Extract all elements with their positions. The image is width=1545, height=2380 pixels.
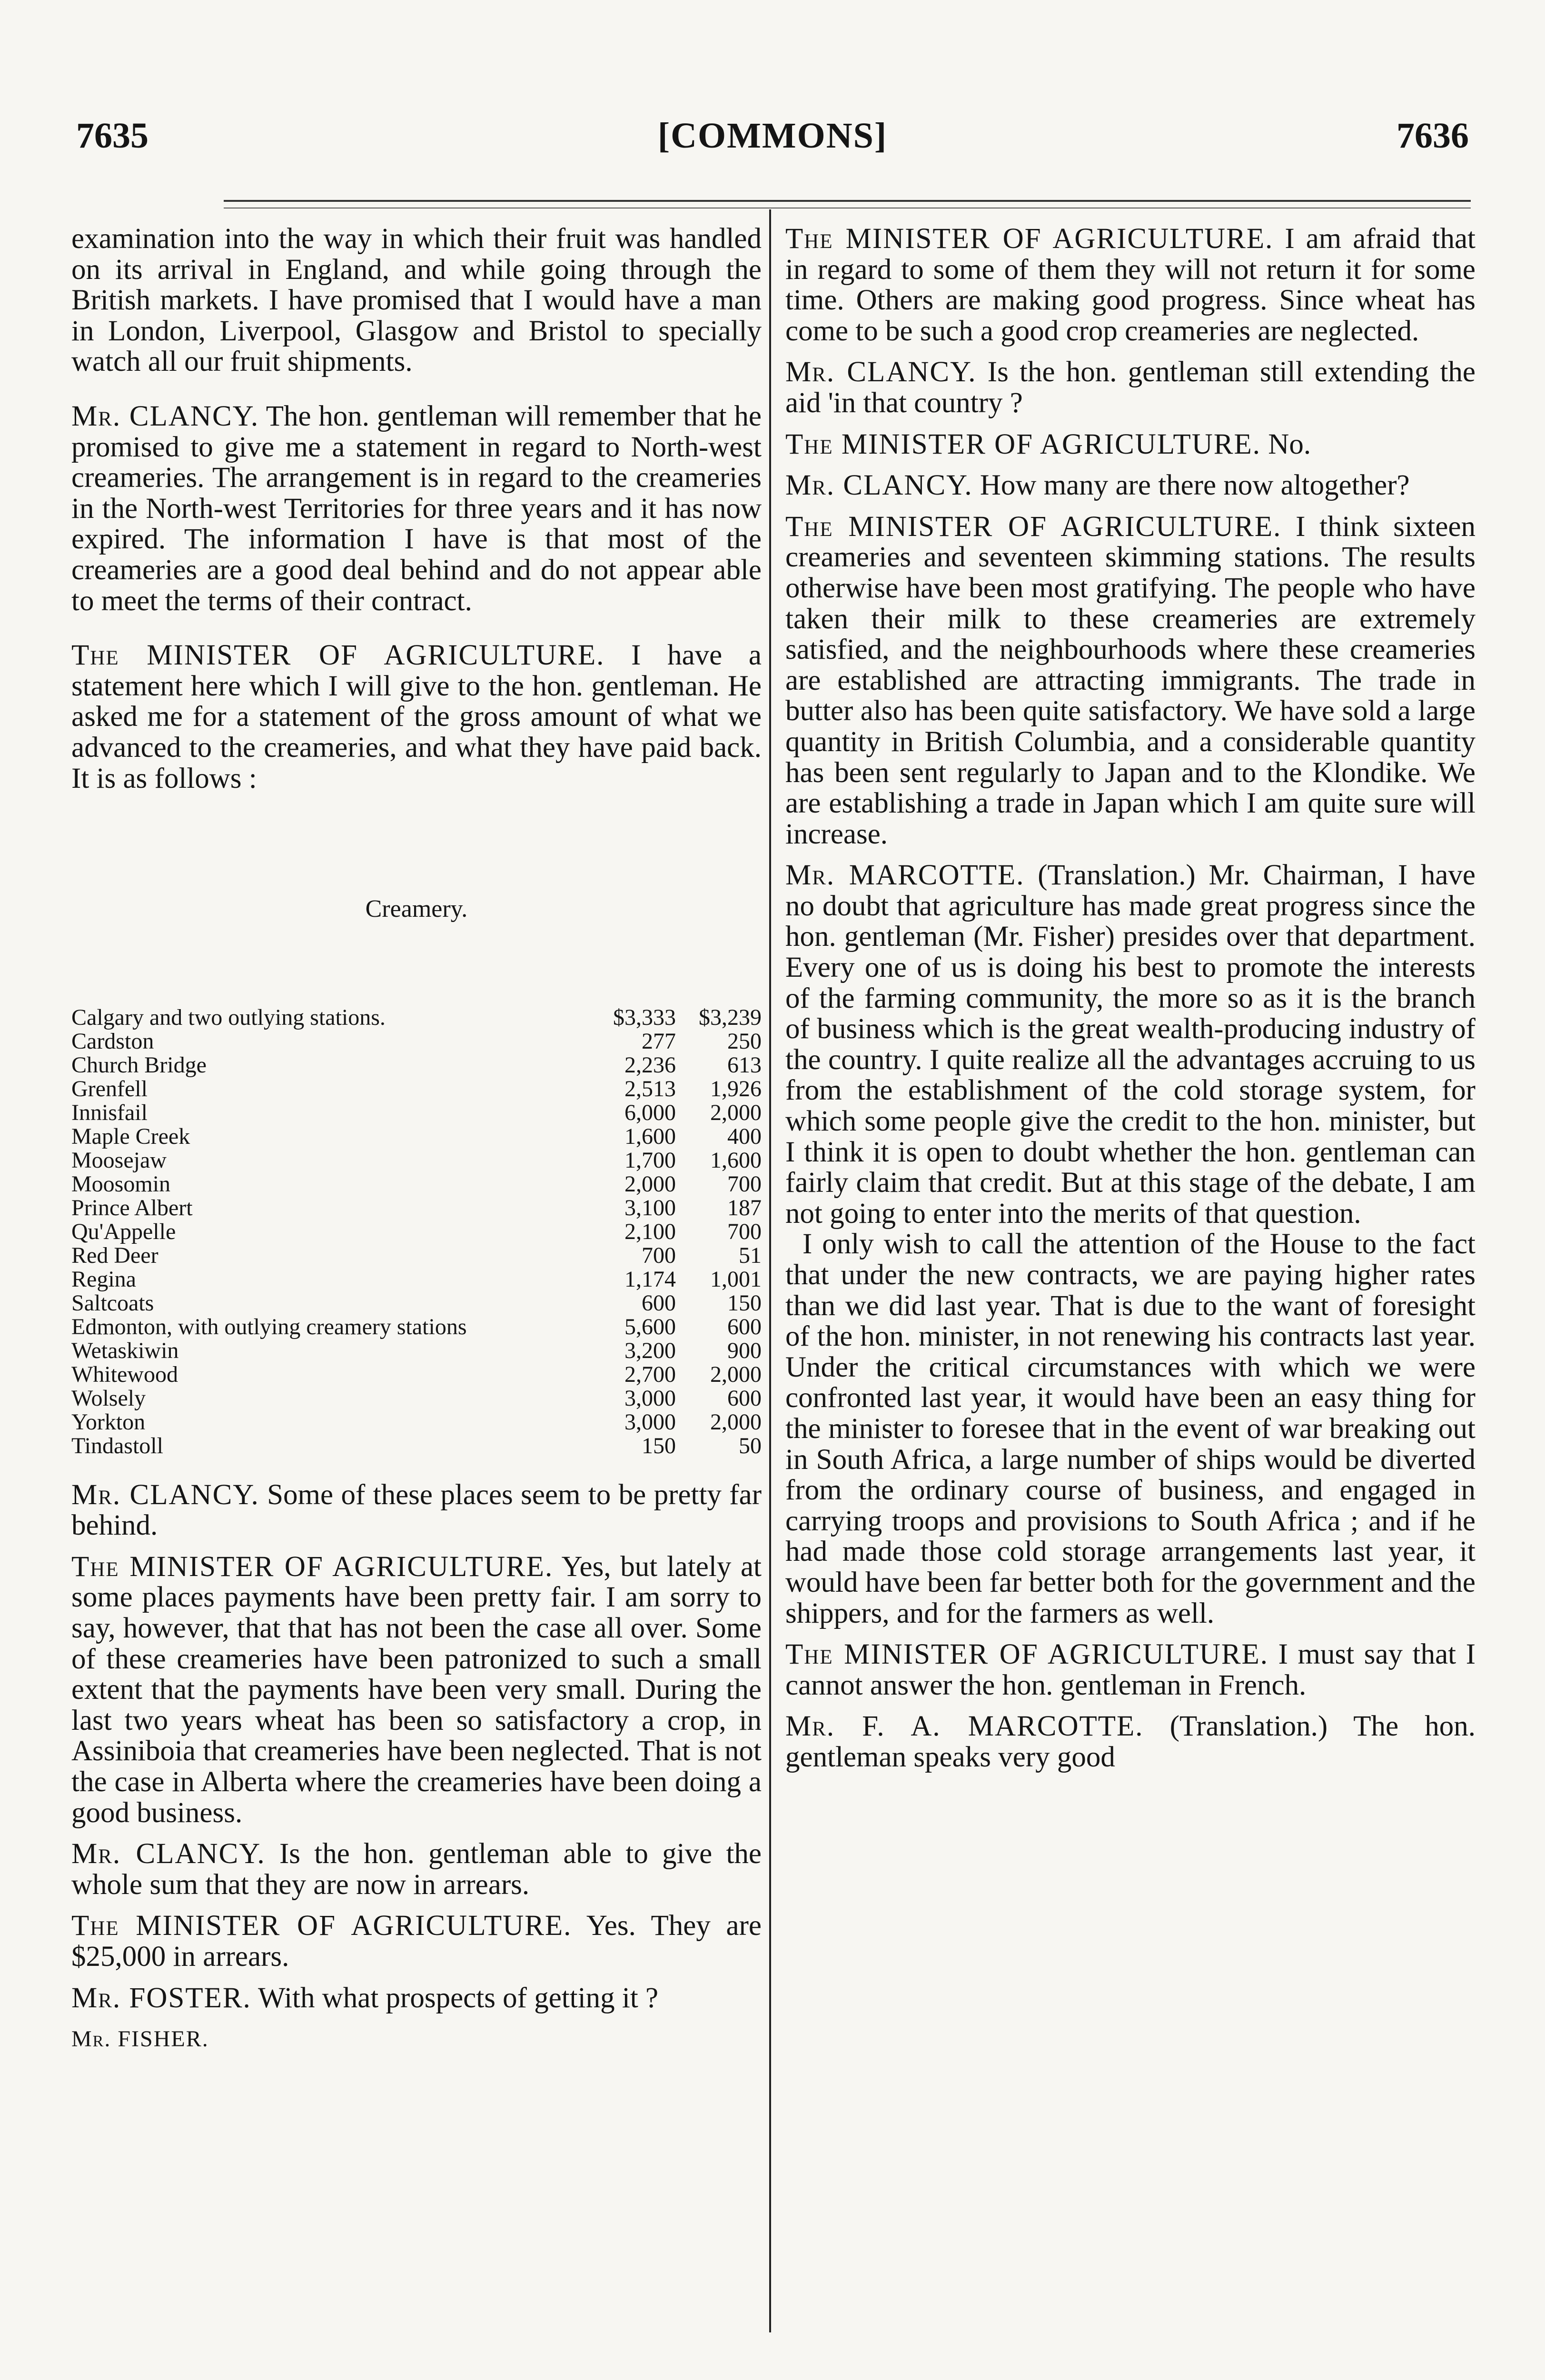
amount-paid-back: 51 <box>739 1242 762 1268</box>
creamery-name: Edmonton, with outlying creamery stations <box>71 1314 467 1339</box>
speaker-name: Mr. CLANCY. <box>71 400 259 432</box>
amount-advanced: 3,200 <box>624 1338 676 1363</box>
amount-paid-back: 1,001 <box>710 1266 762 1292</box>
page-number-left: 7635 <box>76 116 149 156</box>
paragraph: Mr. MARCOTTE. (Translation.) Mr. Chairman, I have no doubt that agriculture has made great progress since the hon. gentleman (Mr. Fisher) presides over that department. Every one of us is doing his best to promote the interests of the farming community, the more so as it is the branch of business which is the great wealth-producing industry of the country. I quite realize all the advantages accruing to us from the establishment of the cold storage system, for which some people give the credit to the hon. minister, but I think it is open to doubt whether the hon. gentleman can fairly claim that credit. But at this stage of the debate, I am not going to enter into the merits of that question. <box>785 859 1476 1230</box>
creamery-name: Innisfail <box>71 1100 148 1125</box>
creamery-name: Saltcoats <box>71 1290 154 1316</box>
creamery-name: Moosejaw <box>71 1147 167 1173</box>
amount-advanced: 5,600 <box>624 1314 676 1339</box>
paragraph: The MINISTER OF AGRICULTURE. No. <box>785 428 1311 460</box>
paragraph: examination into the way in which their fruit was handled on its arrival in England, and while going through the British markets. I have promised that I would have a man in London, Liverpool, Glasgow and Bristol to specially watch all our fruit shipments. <box>71 223 762 378</box>
creamery-name: Grenfell <box>71 1076 148 1101</box>
paragraph: The MINISTER OF AGRICULTURE. I think sixteen creameries and seventeen skimming stations. The results otherwise have been most gratifying. The people who have taken their milk to these creameries are extremely satisfied, and the neighbourhoods where these creameries are established are attracting immigrants. The trade in butter also has been quite satisfactory. We have sold a large quantity in British Columbia, and a considerable quantity has been sent regularly to Japan and to the Klondike. We are establishing a trade in Japan which I am quite sure will increase. <box>785 510 1476 850</box>
amount-advanced: 277 <box>642 1028 676 1054</box>
table-row <box>71 1434 762 1458</box>
page-number-right: 7636 <box>1396 116 1469 156</box>
table-row <box>71 1410 762 1434</box>
speaker-name: The MINISTER OF AGRICULTURE. <box>71 1910 572 1942</box>
amount-paid-back: 2,000 <box>710 1361 762 1387</box>
page-title: [COMMONS] <box>657 116 888 156</box>
amount-paid-back: 1,600 <box>710 1147 762 1173</box>
amount-advanced: 1,600 <box>624 1123 676 1149</box>
table-row <box>71 1339 762 1363</box>
speaker-name: Mr. CLANCY. <box>71 1478 259 1511</box>
creamery-table <box>71 1006 762 1458</box>
paragraph: Mr. F. A. MARCOTTE. (Translation.) The hon. gentleman speaks very good <box>785 1710 1476 1773</box>
paragraph: The MINISTER OF AGRICULTURE. I must say that I cannot answer the hon. gentleman in French. <box>785 1638 1476 1701</box>
column-divider <box>769 209 771 2332</box>
table-row <box>71 1268 762 1291</box>
page-header <box>76 109 1469 162</box>
creamery-name: Regina <box>71 1266 136 1292</box>
creamery-name: Red Deer <box>71 1242 158 1268</box>
amount-advanced: 2,000 <box>624 1171 676 1197</box>
amount-advanced: 6,000 <box>624 1100 676 1125</box>
amount-paid-back: 50 <box>739 1433 762 1458</box>
speaker-name: The MINISTER OF AGRICULTURE. <box>785 428 1261 460</box>
paragraph: Mr. CLANCY. The hon. gentleman will remember that he promised to give me a statement in regard to North-west creameries. The arrangement is in regard to the creameries in the North-west Territories for three years and it has now expired. The information I have is that most of the creameries are a good deal behind and do not appear able to meet the terms of their contract. <box>71 400 762 617</box>
speaker-name: Mr. CLANCY. <box>71 1838 266 1870</box>
amount-paid-back: 700 <box>727 1219 762 1244</box>
speaker-name: The MINISTER OF AGRICULTURE. <box>71 639 605 672</box>
amount-paid-back: 600 <box>727 1385 762 1411</box>
amount-advanced: 3,100 <box>624 1195 676 1220</box>
amount-advanced: $3,333 <box>613 1004 676 1030</box>
table-row <box>71 1315 762 1339</box>
amount-advanced: 2,236 <box>624 1052 676 1078</box>
paragraph <box>71 2024 762 2055</box>
amount-paid-back: 250 <box>727 1028 762 1054</box>
creamery-name: Yorkton <box>71 1409 146 1435</box>
amount-advanced: 3,000 <box>624 1409 676 1435</box>
creamery-name: Calgary and two outlying stations. <box>71 1004 386 1030</box>
amount-paid-back: 150 <box>727 1290 762 1316</box>
paragraph: Mr. CLANCY. Is the hon. gentleman still extending the aid 'in that country ? <box>785 356 1476 419</box>
amount-advanced: 3,000 <box>624 1385 676 1411</box>
amount-paid-back: 700 <box>727 1171 762 1197</box>
speaker-name: Mr. F. A. MARCOTTE. <box>785 1710 1144 1743</box>
paragraph: Mr. CLANCY. Is the hon. gentleman able to give the whole sum that they are now in arrears. <box>71 1838 762 1901</box>
table-row <box>71 1006 762 1030</box>
amount-paid-back: 1,926 <box>710 1076 762 1101</box>
creamery-name: Cardston <box>71 1028 154 1054</box>
paragraph: Mr. CLANCY. How many are there now altogether? <box>785 469 1410 502</box>
amount-paid-back: 2,000 <box>710 1100 762 1125</box>
speaker-name: The MINISTER OF AGRICULTURE. <box>785 223 1274 255</box>
table-row <box>71 1196 762 1220</box>
table-row <box>71 1244 762 1268</box>
table-row <box>71 1291 762 1315</box>
amount-advanced: 1,700 <box>624 1147 676 1173</box>
amount-paid-back: 900 <box>727 1338 762 1363</box>
amount-advanced: 150 <box>642 1433 676 1458</box>
speaker-name: Mr. FISHER. <box>71 2026 209 2052</box>
table-row <box>71 1030 762 1053</box>
amount-advanced: 2,513 <box>624 1076 676 1101</box>
amount-paid-back: 2,000 <box>710 1409 762 1435</box>
table-heading: Creamery. <box>365 895 468 923</box>
speaker-name: Mr. CLANCY. <box>785 469 973 502</box>
paragraph: The MINISTER OF AGRICULTURE. Yes, but lately at some places payments have been pretty fair. I am sorry to say, however, that that has not been the case all over. Some of these creameries have been patronized to such a small extent that the payments have been very small. During the last two years wheat has been so satisfactory a crop, in Assiniboia that creameries have been neglected. That is not the case in Alberta where the creameries have been doing a good business. <box>71 1550 762 1829</box>
amount-paid-back: 187 <box>727 1195 762 1220</box>
creamery-name: Maple Creek <box>71 1123 190 1149</box>
amount-paid-back: 613 <box>727 1052 762 1078</box>
speaker-name: Mr. CLANCY. <box>785 356 977 388</box>
speaker-name: Mr. MARCOTTE. <box>785 859 1025 892</box>
table-row <box>71 1363 762 1387</box>
table-row <box>71 1387 762 1410</box>
table-row <box>71 1101 762 1125</box>
table-row <box>71 1149 762 1172</box>
paragraph: Mr. CLANCY. Some of these places seem to be pretty far behind. <box>71 1478 762 1542</box>
paragraph: I only wish to call the attention of the House to the fact that under the new contracts, we are paying higher rates than we did last year. That is due to the want of foresight of the hon. minister, in not renewing his contracts last year. Under the critical circumstances with which we were confronted last year, it would have been an easy thing for the minister to foresee that in the event of war breaking out in South Africa, a large number of ships would be diverted from the ordinary course of business, and engaged in carrying troops and provisions to South Africa ; and if he had made those cold storage arrangements last year, it would have been far better both for the government and the shippers, and for the farmers as well. <box>785 1228 1476 1629</box>
speaker-name: The MINISTER OF AGRICULTURE. <box>785 1638 1269 1671</box>
table-row <box>71 1125 762 1149</box>
amount-paid-back: 600 <box>727 1314 762 1339</box>
paragraph: The MINISTER OF AGRICULTURE. I have a statement here which I will give to the hon. gentleman. He asked me for a statement of the gross amount of what we advanced to the creameries, and what they have paid back. It is as follows : <box>71 639 762 794</box>
speaker-name: The MINISTER OF AGRICULTURE. <box>71 1550 554 1583</box>
paragraph: Mr. FOSTER. With what prospects of getting it ? <box>71 1982 659 2014</box>
amount-advanced: 2,100 <box>624 1219 676 1244</box>
table-row <box>71 1077 762 1101</box>
amount-paid-back: $3,239 <box>699 1004 762 1030</box>
speaker-name: Mr. FOSTER. <box>71 1982 251 2014</box>
amount-paid-back: 400 <box>727 1123 762 1149</box>
paragraph: The MINISTER OF AGRICULTURE. I am afraid that in regard to some of them they will not return it for some time. Others are making good progress. Since wheat has come to be such a good crop creameries are neglected. <box>785 223 1476 347</box>
creamery-name: Wetaskiwin <box>71 1338 179 1363</box>
table-row <box>71 1053 762 1077</box>
amount-advanced: 1,174 <box>624 1266 676 1292</box>
right-column <box>785 224 1476 1797</box>
creamery-name: Church Bridge <box>71 1052 207 1078</box>
creamery-name: Tindastoll <box>71 1433 163 1458</box>
table-row <box>71 1172 762 1196</box>
creamery-name: Moosomin <box>71 1171 171 1197</box>
amount-advanced: 2,700 <box>624 1361 676 1387</box>
creamery-name: Whitewood <box>71 1361 178 1387</box>
left-column <box>71 224 762 2079</box>
amount-advanced: 700 <box>642 1242 676 1268</box>
creamery-name: Qu'Appelle <box>71 1219 176 1244</box>
speaker-name: The MINISTER OF AGRICULTURE. <box>785 510 1282 543</box>
amount-advanced: 600 <box>642 1290 676 1316</box>
creamery-name: Wolsely <box>71 1385 146 1411</box>
creamery-name: Prince Albert <box>71 1195 193 1220</box>
header-rule <box>224 200 1471 202</box>
table-row <box>71 1220 762 1244</box>
paragraph: The MINISTER OF AGRICULTURE. Yes. They are $25,000 in arrears. <box>71 1910 762 1973</box>
